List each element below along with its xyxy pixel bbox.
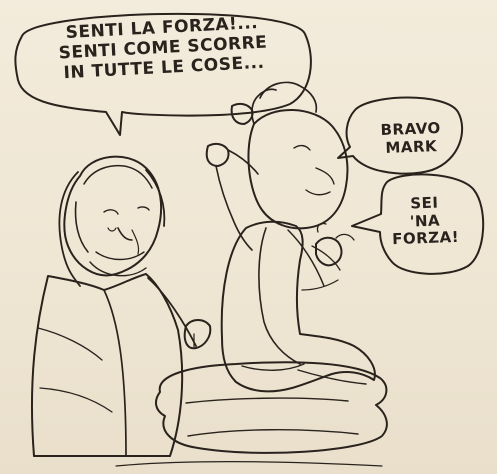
- master-robe: [32, 274, 182, 456]
- speech-text-sei: SEI 'NA FORZA!: [391, 193, 460, 249]
- master-head: [64, 157, 161, 276]
- rock-pedestal: [156, 362, 387, 453]
- speech-text-bravo: BRAVO MARK: [380, 118, 442, 157]
- student-head: [248, 110, 347, 228]
- speech-text-main: SENTI LA FORZA!... SENTI COME SCORRE IN TUTTE LE COSE...: [58, 13, 268, 84]
